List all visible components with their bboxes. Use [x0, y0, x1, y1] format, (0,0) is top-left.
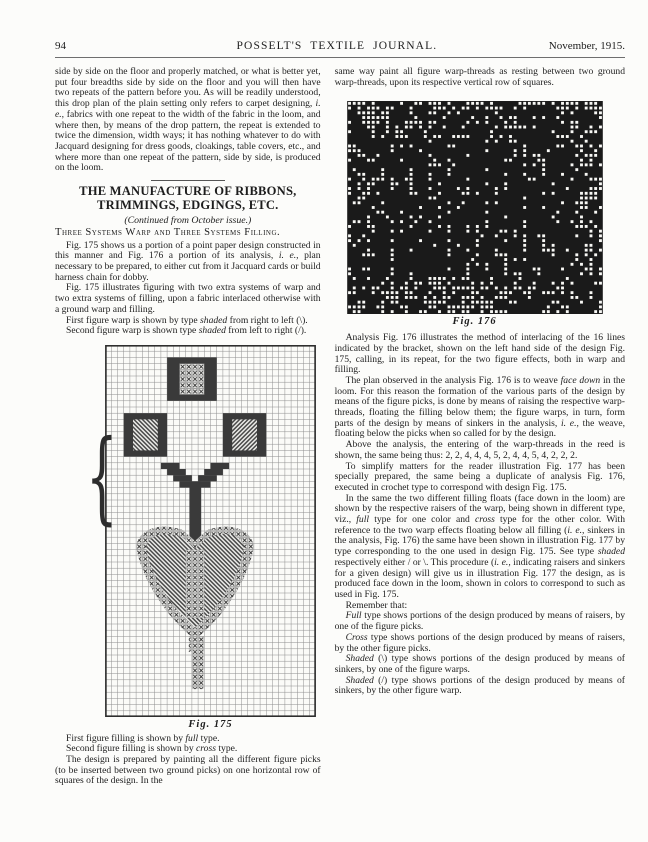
text-segment: type shows portions of the design produced by means of raisers, by one of the figure picks. [334, 610, 625, 633]
text-segment: type for the other color. With reference to the two warp effects floating below all filling ( [334, 514, 625, 536]
text-segment: type for one color and [369, 514, 475, 526]
text-segment: Full [345, 610, 362, 622]
text-segment: (/) type shows portions of the design produced by means of sinkers, by the other figure warp. [334, 674, 625, 697]
text-segment: shaded [200, 314, 228, 326]
text-segment: side by side on the floor and properly matched, or what is better yet, put four breadths side by side on the floor and you will then have two repeats of the pattern before you. As will be readily understood, this drop plan of the plain setting only refers to carpet designing, [55, 66, 321, 110]
continued-note: (Continued from October issue.) [124, 214, 252, 226]
paragraph [55, 241, 321, 284]
text-segment: i. e., [494, 556, 511, 568]
figure-175 [86, 345, 316, 717]
text-segment: from left to right (/). [225, 325, 307, 337]
column-right [335, 67, 625, 787]
figure-175-point-paper-design [105, 345, 316, 717]
text-segment: The design is prepared by painting all the different figure picks (to be inserted between two ground picks) on one horizontal row of squares of the design. In the [55, 754, 321, 787]
text-segment: indicating raisers and sinkers for a given design) will give us in illustration Fig. 177 the design, as is produced face down in the loom, shown in colors to correspond to such as used in Fig. 175. [334, 556, 625, 600]
text-segment: from right to left (\). [227, 314, 308, 326]
text-segment: Shaded [345, 653, 374, 665]
text-segment: Second figure warp is shown type [66, 325, 199, 337]
text-segment: full [356, 514, 370, 526]
section-heading [55, 185, 321, 213]
paragraph [335, 67, 625, 88]
page-header [55, 40, 625, 58]
text-segment: In the same the two different filling floats (face down in the loom) are shown by the respective raisers of the warp, being shown in different type, viz., [334, 492, 625, 526]
figure-175-caption: Fig. 175 [188, 718, 233, 730]
text-segment: cross [474, 514, 495, 526]
repeat-bracket-icon: { [86, 417, 118, 535]
paragraph [335, 494, 625, 601]
text-segment: type shows portions of the design produced by means of raisers, by the other figure picks. [334, 631, 625, 654]
paragraph [55, 755, 321, 787]
section-heading-line2: TRIMMINGS, EDGINGS, ETC. [97, 197, 279, 212]
text-segment: shaded [198, 325, 226, 337]
paragraph [335, 440, 625, 461]
journal-title: POSSELT'S TEXTILE JOURNAL. [236, 40, 438, 52]
section-divider [151, 180, 225, 181]
text-segment: plan necessary to be prepared, to either cut from it Jacquard cards or build harness chain for dobby. [55, 250, 321, 283]
text-segment: Above the analysis, the entering of the warp-threads in the reed is shown, the same being thus: 2, 2, 4, 4, 4, 5, 2, 4, 4, 5, 4, 2, 2, 2. [334, 439, 625, 461]
paragraph [55, 326, 321, 337]
paragraph [335, 676, 625, 697]
text-segment: First figure warp is shown by type [66, 314, 201, 326]
text-segment: The plan observed in the analysis Fig. 176 is to weave [345, 374, 561, 386]
text-segment: fabrics with one repeat to the width of the fabric in the loom, and where then, by means of the drop pattern, the repeat is extended to twice the dimension, width ways; it has nothing whatever to do with Jacquard designing for dress goods, cloakings, table covers, etc., and where more than one repeat of the pattern, side by side, is produced on the loom. [55, 108, 321, 174]
text-segment: full [185, 732, 199, 744]
figure-176-caption: Fig. 176 [452, 316, 497, 328]
text-segment: Analysis Fig. 176 illustrates the method of interlacing of the 16 lines indicated by the bracket, shown on the left hand side of the design Fig. 175, calling, in its repeat, for the two figure effects, both in warp and filling. [334, 332, 625, 376]
text-segment: the weave, floating below the picks when so called for by the design. [334, 417, 625, 440]
text-segment: type. [215, 743, 238, 755]
text-segment: First figure filling is shown by [66, 732, 186, 744]
text-segment: Cross [345, 631, 368, 643]
two-column-body [55, 67, 625, 787]
text-segment: shaded [597, 546, 625, 558]
text-segment: Remember that: [345, 599, 408, 611]
paragraph [335, 611, 625, 632]
text-segment: i. e., [561, 417, 579, 429]
text-segment: respectively either / or \. This procedure ( [334, 556, 495, 568]
text-segment: sinkers in the analysis, Fig. 176) the same have been shown in illustration Fig. 177 by type corresponding to the one used in design Fig. 175. See type [334, 524, 625, 558]
text-segment: Second figure filling is shown by [66, 743, 197, 755]
text-segment: same way paint all figure warp-threads as resting between two ground warp-threads, upon its respective vertical row of squares. [334, 66, 625, 88]
column-left [55, 67, 321, 787]
paragraph [55, 283, 321, 315]
subject-heading: Three Systems Warp and Three Systems Filling. [55, 226, 281, 238]
text-segment: cross [196, 743, 216, 755]
paragraph [335, 462, 625, 494]
text-segment: Shaded [345, 674, 374, 686]
paragraph [335, 633, 625, 654]
text-segment: To simplify matters for the reader illustration Fig. 177 has been specially prepared, the same being a duplicate of analysis Fig. 176, executed in crochet type to correspond with design Fig. 175. [334, 460, 625, 493]
text-segment: Fig. 175 illustrates figuring with two extra systems of warp and two extra systems of filling, upon a fabric interlaced otherwise with a ground warp and filling. [55, 282, 321, 315]
text-segment: face down [560, 374, 601, 386]
text-segment: i. e., [567, 524, 585, 536]
section-heading-line1: THE MANUFACTURE OF RIBBONS, [79, 184, 297, 199]
text-segment: in the loom. For this reason the formation of the various parts of the design by means of the figure picks, is done by means of raising the respective warp-threads, floating the filling below them; the figure warps, in turn, form parts of the design by means of sinkers in the analysis, [334, 374, 625, 429]
figure-176-weave-analysis [347, 101, 603, 314]
paragraph [335, 333, 625, 376]
text-segment: type. [198, 732, 220, 744]
text-segment: i. e., [278, 250, 299, 262]
paragraph [335, 654, 625, 675]
text-segment: i. e., [55, 98, 321, 120]
paragraph [55, 67, 321, 174]
page-number: 94 [55, 40, 66, 52]
issue-date: November, 1915. [548, 40, 625, 52]
text-segment: (\) type shows portions of the design produced by means of sinkers, by one of the figure warps. [334, 653, 625, 675]
text-segment: Fig. 175 shows us a portion of a point paper design constructed in this manner and Fig. 176 a portion of its analysis, [55, 239, 321, 262]
paragraph [335, 376, 625, 440]
